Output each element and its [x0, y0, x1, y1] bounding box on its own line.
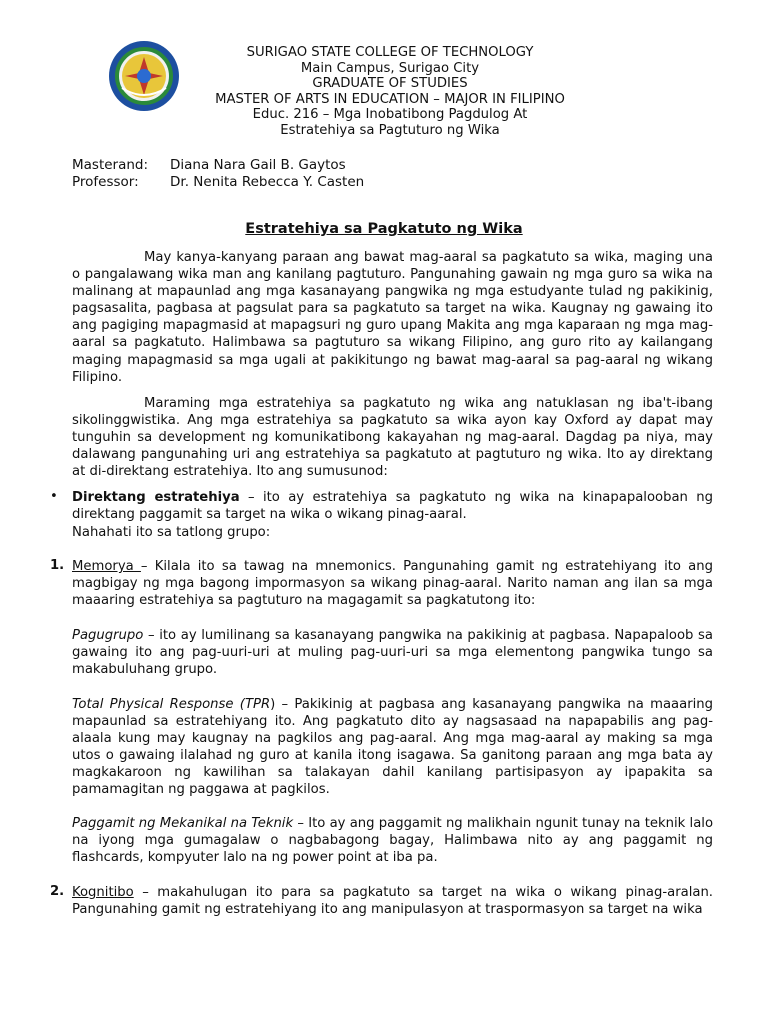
- sub-3-text: – Ito ay ang paggamit ng malikhain ngunit tunay na teknik lalo na iyong mga gumagalaw o nagbabagong bagay, Halimbawa nito ay ang paggamit ng flashcards, kompyuter lalo na ng power point at iba pa.: [72, 816, 714, 866]
- masterand-label: Masterand:: [72, 157, 149, 173]
- paragraph-1: May kanya-kanyang paraan ang bawat mag-aaral sa pagkatuto sa wika, maging una o pangalawang wika man ang kanilang pagtuturo. Pangunahing gawain ng mga guro sa wika na malinang at mapaunlad ang mga kasanayang pangwika ng mga estudyante tulad ng pakikinig, pagsasalita, pagbasa at pagsulat para sa pagkatuto sa target na wika. Kaugnay ng gawaing ito ang pagiging mapagmasid at mapagsuri ng guro upang Makita ang mga kaparaan ng mga mag-aaral sa pagkatuto. Halimbawa sa pagtuturo sa wikang Filipino, ang guro rito ay kailangang maging mapagmasid sa mga ugali at pakikitungo ng bawat mag-aaral sa pag-aaral ng wikang Filipino.: [72, 250, 713, 385]
- bullet-subtext: Nahahati ito sa tatlong grupo:: [72, 525, 271, 540]
- bullet-direktang: [72, 489, 713, 523]
- header-line-3: GRADUATE OF STUDIES: [312, 76, 468, 92]
- sub-3-term: Paggamit ng Mekanikal na Teknik: [72, 816, 294, 831]
- bullet-term: Direktang estratehiya: [72, 490, 240, 505]
- professor-row: [72, 174, 364, 191]
- item-memorya: [72, 558, 713, 609]
- header-line-1: SURIGAO STATE COLLEGE OF TECHNOLOGY: [246, 45, 534, 60]
- sub-pagugrupo: [72, 627, 713, 678]
- author-info: [72, 157, 364, 191]
- masterand-name: Diana Nara Gail B. Gaytos: [170, 157, 346, 173]
- header-line-6: Estratehiya sa Pagtuturo ng Wika: [280, 122, 500, 138]
- header-line-5: Educ. 216 – Mga Inobatibong Pagdulog At: [252, 107, 528, 123]
- sub-1-term: Pagugrupo: [72, 628, 144, 643]
- sub-2-close: ): [270, 697, 276, 712]
- document-header: [140, 45, 640, 139]
- item-2-number: 2.: [50, 884, 65, 899]
- document-title: Estratehiya sa Pagkatuto ng Wika: [245, 221, 523, 237]
- paragraph-2: Maraming mga estratehiya sa pagkatuto ng wika ang natuklasan ng iba't-ibang sikolinggwistika. Ang mga estratehiya sa pagkatuto sa wika ayon kay Oxford ay dapat may tunguhin sa development ng komunikatibong kakayahan ng mag-aaral. Dagdag pa niya, may dalawang pangunahing uri ang estratehiya sa pagkatuto at pagtuturo ng wika. Ito ay direktang at di-direktang estratehiya. Ito ang sumusunod:: [72, 396, 713, 480]
- item-1-number: 1.: [50, 558, 65, 573]
- item-kognitibo: [72, 884, 713, 918]
- item-2-text: – makahulugan ito para sa pagkatuto sa target na wika o wikang pinag-aralan. Pangunahing gamit ng estratehiyang ito ang manipulasyon at traspormasyon sa target na wika: [72, 885, 713, 918]
- item-1-term: Memorya: [72, 559, 141, 574]
- sub-mekanikal: [72, 815, 713, 866]
- professor-name: Dr. Nenita Rebecca Y. Casten: [170, 174, 365, 190]
- sub-1-text: – ito ay lumilinang sa kasanayang pangwika na pakikinig at pagbasa. Napapaloob sa gawaing ito ang pag-uuri-uri at muling pag-uuri-uri sa mga elementong pangwika tungo sa makabuluhang grupo.: [72, 628, 713, 678]
- item-2-term: Kognitibo: [72, 885, 134, 900]
- item-1-text: – Kilala ito sa tawag na mnemonics. Pangunahing gamit ng estratehiyang ito ang magbigay ng mga bagong impormasyon sa wikang pinag-aaral. Narito naman ang ilan sa mga maaaring estratehiya sa pagtuturo na magagamit sa pagkatutong ito:: [72, 559, 713, 609]
- sub-2-term: Total Physical Response (TPR: [72, 697, 271, 712]
- masterand-row: [72, 157, 364, 174]
- header-line-4: MASTER OF ARTS IN EDUCATION – MAJOR IN FILIPINO: [215, 91, 565, 107]
- sub-2-text: – Pakikinig at pagbasa ang kasanayang pangwika na maaaring mapaunlad sa estratehiyang ito. Ang pagkatuto dito ay nagsasaad na napapabilis ang pag-alaala kung may kaugnay na pagkilos ang pag-aaral. Ang mga mag-aaral ay making sa mga utos o gawaing ilalahad ng guro at kanila itong isagawa. Sa ganitong paraan ang mga bata ay magkakaroon ng kawilihan sa talakayan dahil kanilang partisipasyon ay ipapakita sa pamamagitan ng paggawa at pagkilos.: [72, 697, 714, 798]
- sub-tpr: [72, 696, 713, 799]
- bullet-marker: •: [50, 489, 58, 504]
- bullet-text: – ito ay estratehiya sa pagkatuto ng wika na kinapapalooban ng direktang paggamit sa target na wika o wikang pinag-aaral.: [72, 490, 713, 523]
- header-line-2: Main Campus, Surigao City: [300, 60, 480, 76]
- professor-label: Professor:: [72, 174, 139, 190]
